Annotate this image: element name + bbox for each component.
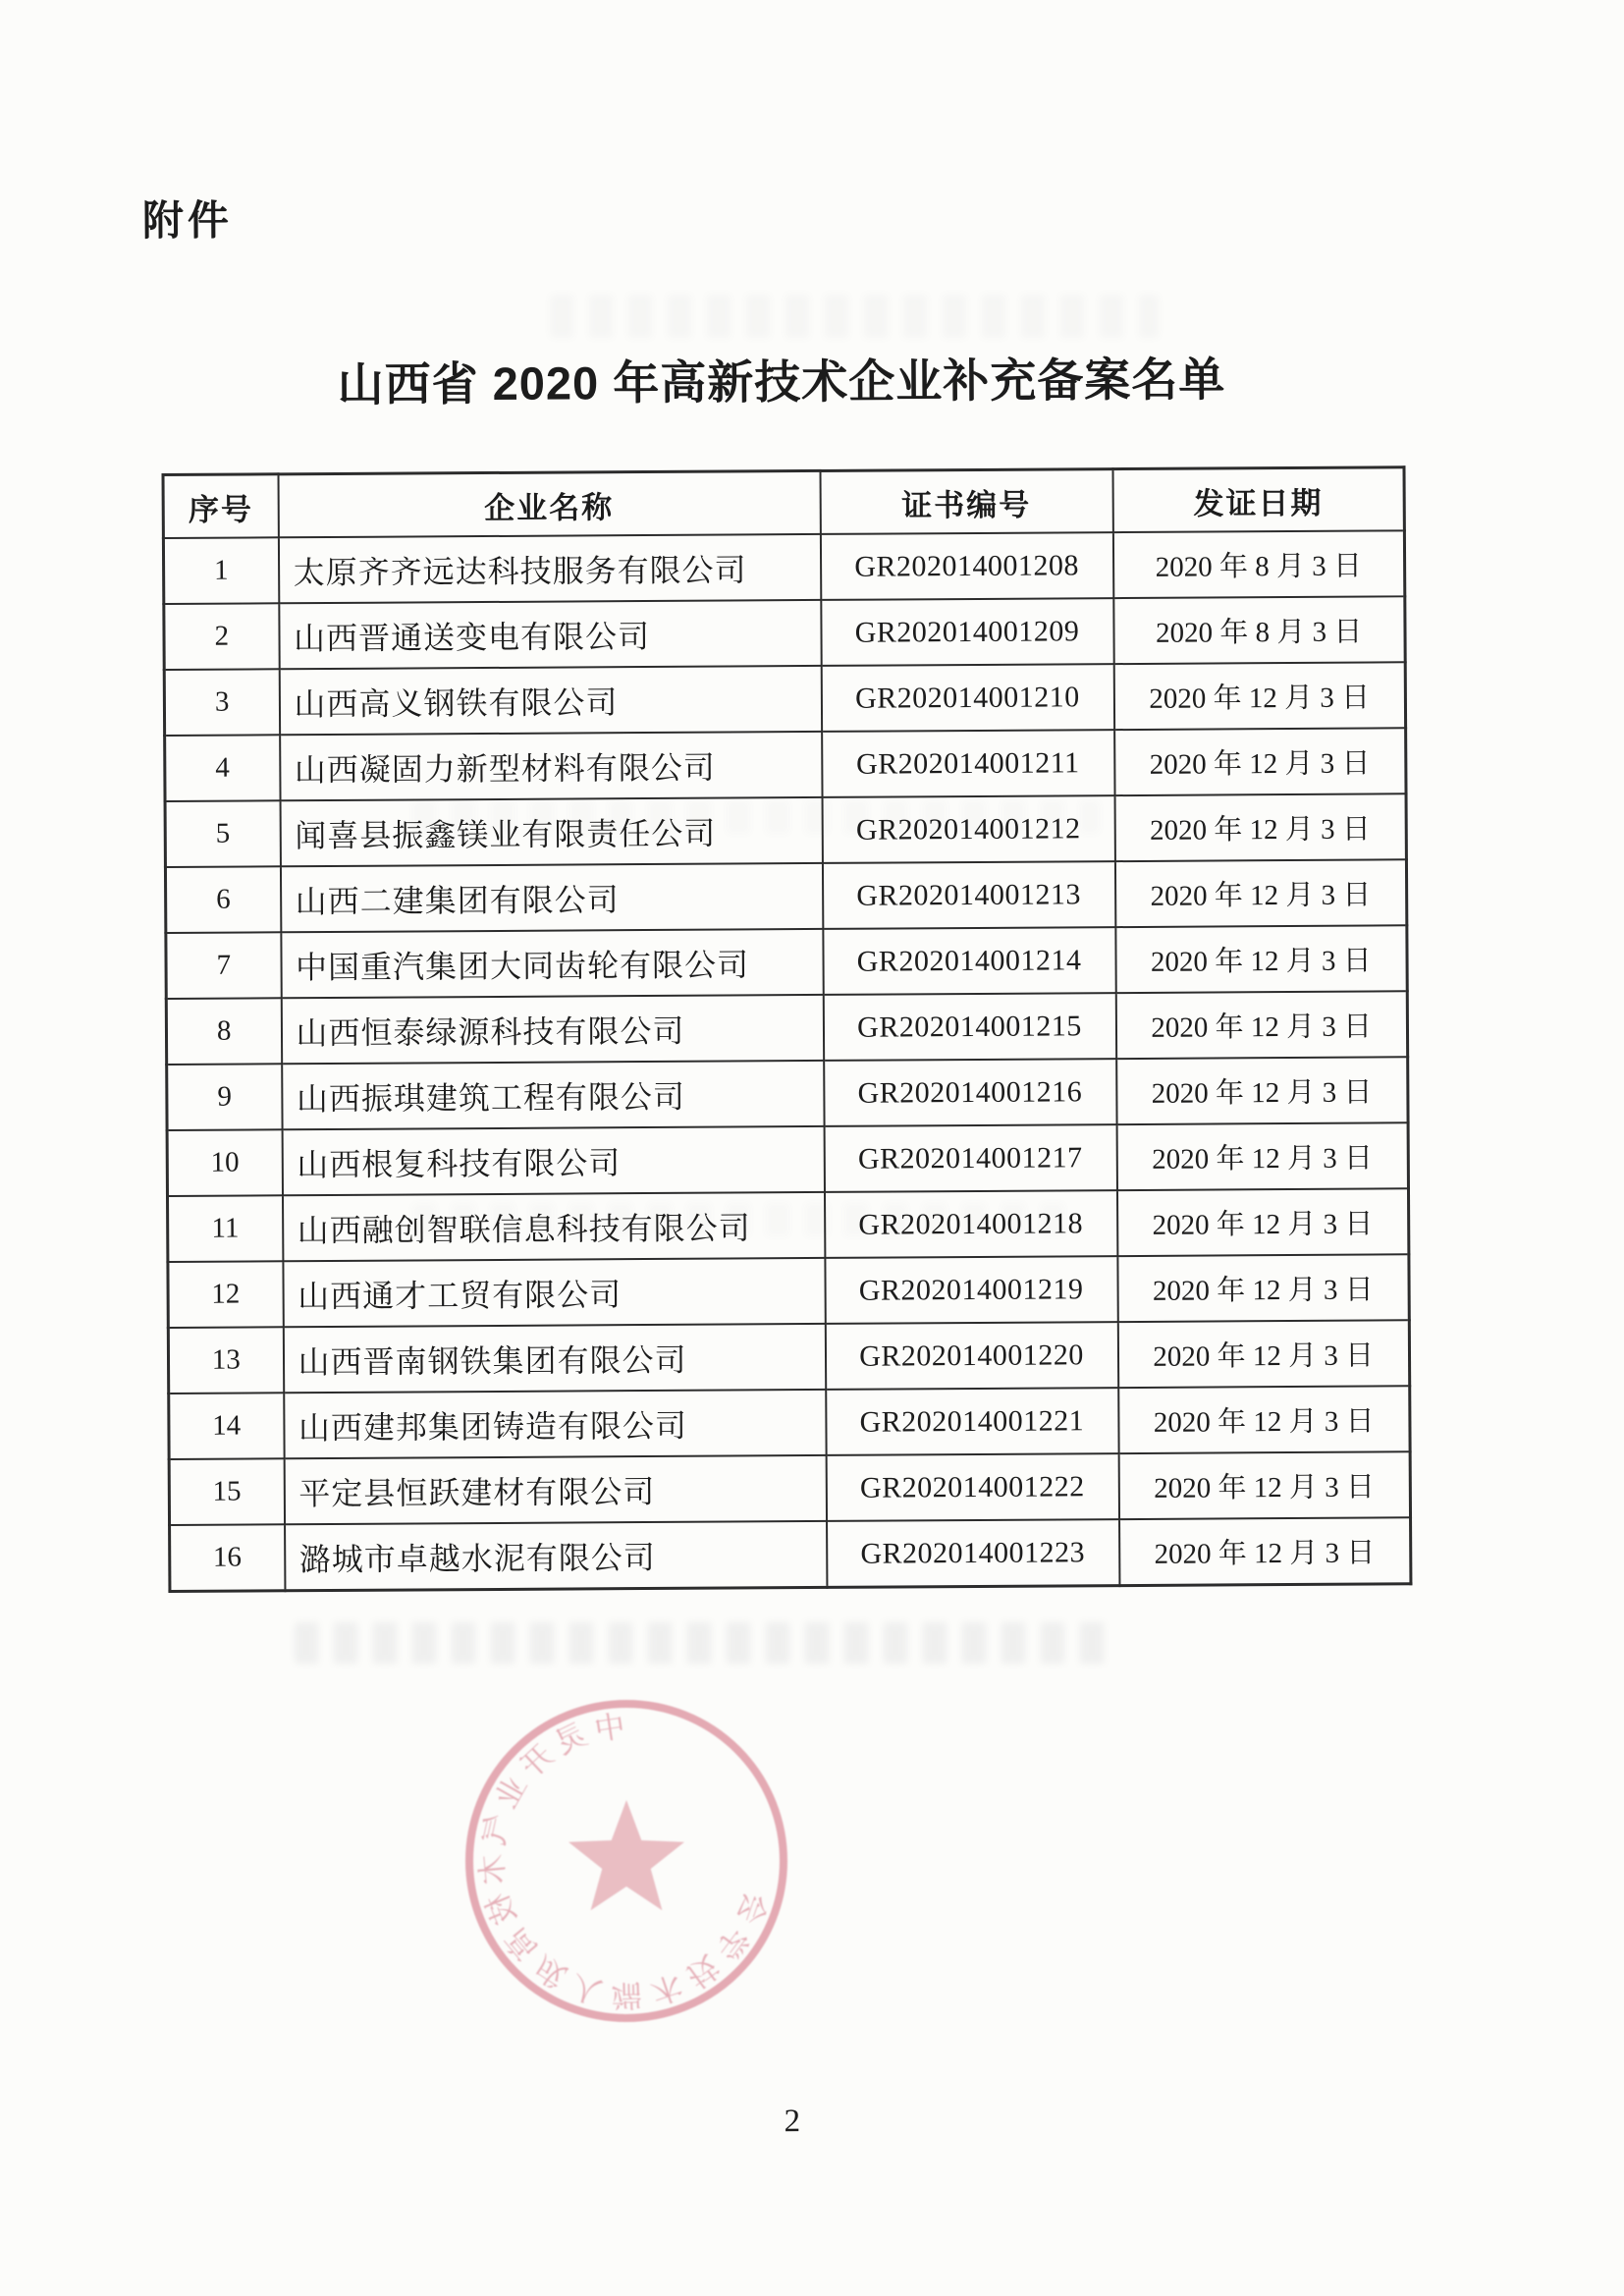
- table-row: [164, 662, 1405, 736]
- cell-name: 山西根复科技有限公司: [282, 1126, 824, 1195]
- cell-cert: GR202014001222: [826, 1453, 1118, 1521]
- cell-no: 8: [166, 998, 281, 1065]
- document-title: 山西省 2020 年高新技术企业补充备案名单: [337, 353, 1226, 410]
- table-header-row: [163, 467, 1404, 538]
- page-number: 2: [784, 2104, 801, 2140]
- cell-date: 2020 年 12 月 3 日: [1114, 793, 1406, 861]
- header-no: 序号: [163, 474, 278, 538]
- cell-no: 12: [168, 1261, 283, 1328]
- cell-no: 3: [164, 669, 279, 736]
- table-row: [163, 530, 1404, 604]
- cell-name: 中国重汽集团大同齿轮有限公司: [281, 929, 823, 998]
- table-row: [165, 859, 1406, 933]
- cell-cert: GR202014001223: [827, 1519, 1119, 1587]
- seal-arc-text: 中灵开业气木枝高成人端木技学会: [473, 1708, 776, 2013]
- cell-name: 山西二建集团有限公司: [280, 863, 822, 932]
- cell-no: 15: [169, 1458, 284, 1525]
- cell-name: 山西晋通送变电有限公司: [279, 600, 821, 669]
- cell-cert: GR202014001217: [824, 1124, 1116, 1192]
- cell-name: 闻喜县振鑫镁业有限责任公司: [280, 797, 822, 866]
- cell-date: 2020 年 12 月 3 日: [1116, 1122, 1408, 1190]
- cell-date: 2020 年 8 月 3 日: [1113, 596, 1405, 664]
- cell-cert: GR202014001218: [824, 1190, 1116, 1258]
- cell-cert: GR202014001216: [824, 1059, 1116, 1126]
- table-row: [169, 1386, 1410, 1459]
- cell-no: 2: [164, 603, 279, 670]
- cell-name: 山西凝固力新型材料有限公司: [280, 732, 822, 800]
- cell-name: 山西融创智联信息科技有限公司: [282, 1192, 824, 1261]
- cell-no: 11: [168, 1195, 283, 1262]
- cell-cert: GR202014001213: [822, 861, 1114, 929]
- company-table-body: [163, 530, 1411, 1591]
- cell-cert: GR202014001212: [822, 795, 1114, 863]
- cell-date: 2020 年 12 月 3 日: [1119, 1517, 1411, 1585]
- cell-name: 山西振琪建筑工程有限公司: [282, 1061, 824, 1129]
- attachment-label: 附件: [141, 196, 234, 245]
- cell-cert: GR202014001215: [823, 993, 1115, 1061]
- header-date: 发证日期: [1112, 467, 1404, 532]
- cell-date: 2020 年 12 月 3 日: [1118, 1451, 1410, 1519]
- cell-cert: GR202014001208: [820, 532, 1112, 600]
- cell-name: 山西晋南钢铁集团有限公司: [283, 1324, 825, 1393]
- cell-no: 9: [167, 1064, 282, 1130]
- cell-date: 2020 年 12 月 3 日: [1113, 662, 1405, 730]
- cell-name: 山西建邦集团铸造有限公司: [284, 1390, 826, 1458]
- cell-no: 13: [168, 1327, 283, 1394]
- cell-date: 2020 年 12 月 3 日: [1117, 1320, 1409, 1388]
- cell-no: 10: [167, 1129, 282, 1196]
- cell-no: 6: [165, 866, 280, 933]
- cell-no: 4: [165, 735, 280, 801]
- table-row: [166, 925, 1407, 999]
- cell-cert: GR202014001210: [821, 664, 1113, 732]
- cell-cert: GR202014001211: [822, 730, 1114, 797]
- cell-date: 2020 年 12 月 3 日: [1116, 1188, 1408, 1256]
- cell-no: 5: [165, 800, 280, 867]
- cell-cert: GR202014001221: [826, 1388, 1118, 1455]
- cell-name: 山西高义钢铁有限公司: [279, 666, 821, 735]
- table-row: [170, 1517, 1411, 1591]
- table-row: [168, 1188, 1409, 1262]
- cell-no: 14: [169, 1393, 284, 1459]
- cell-date: 2020 年 12 月 3 日: [1115, 991, 1407, 1059]
- table-row: [165, 728, 1406, 801]
- table-row: [165, 793, 1406, 867]
- cell-cert: GR202014001209: [821, 598, 1113, 666]
- cell-name: 山西通才工贸有限公司: [283, 1258, 825, 1327]
- cell-date: 2020 年 12 月 3 日: [1117, 1254, 1409, 1322]
- table-row: [164, 596, 1405, 670]
- company-table: [162, 465, 1413, 1593]
- table-row: [168, 1254, 1409, 1328]
- cell-date: 2020 年 8 月 3 日: [1112, 530, 1404, 598]
- cell-date: 2020 年 12 月 3 日: [1115, 925, 1407, 993]
- header-name: 企业名称: [278, 470, 820, 537]
- table-row: [167, 1057, 1408, 1130]
- header-cert: 证书编号: [820, 469, 1112, 534]
- table-row: [167, 1122, 1408, 1196]
- cell-date: 2020 年 12 月 3 日: [1116, 1057, 1408, 1124]
- cell-cert: GR202014001214: [823, 927, 1115, 995]
- table-row: [168, 1320, 1409, 1394]
- cell-date: 2020 年 12 月 3 日: [1114, 728, 1406, 795]
- cell-no: 1: [163, 537, 278, 604]
- table-row: [169, 1451, 1410, 1525]
- cell-name: 平定县恒跃建材有限公司: [284, 1455, 826, 1524]
- cell-name: 山西恒泰绿源科技有限公司: [281, 995, 823, 1064]
- cell-date: 2020 年 12 月 3 日: [1118, 1386, 1410, 1453]
- cell-cert: GR202014001220: [825, 1322, 1117, 1390]
- cell-no: 16: [170, 1524, 285, 1591]
- cell-name: 潞城市卓越水泥有限公司: [285, 1521, 827, 1591]
- cell-cert: GR202014001219: [825, 1256, 1117, 1324]
- table-row: [166, 991, 1407, 1065]
- cell-no: 7: [166, 932, 281, 999]
- cell-name: 太原齐齐远达科技服务有限公司: [278, 534, 820, 603]
- cell-date: 2020 年 12 月 3 日: [1114, 859, 1406, 927]
